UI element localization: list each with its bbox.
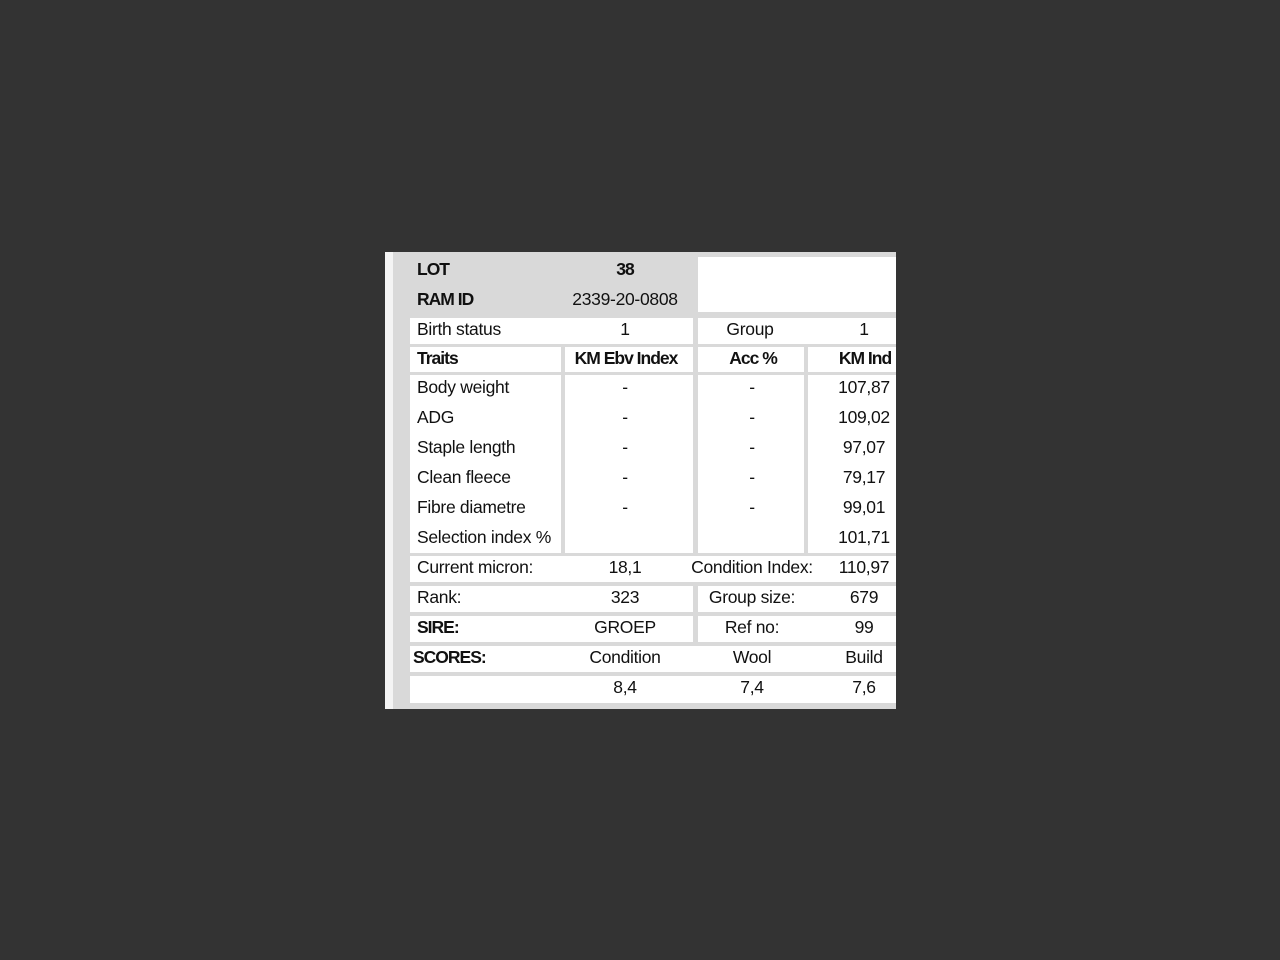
group-value: 1: [859, 319, 869, 339]
trait-ind: 101,71: [838, 527, 890, 547]
score-header-condition: Condition: [589, 647, 661, 667]
trait-name: Staple length: [417, 437, 516, 457]
traits-header: Traits: [417, 348, 458, 368]
score-wool: 7,4: [740, 677, 764, 697]
trait-ebv: -: [622, 437, 628, 457]
trait-ebv: -: [622, 497, 628, 517]
ebv-column: [565, 375, 693, 553]
ram-lot-card: [385, 252, 896, 709]
current-micron-label: Current micron:: [417, 557, 534, 577]
trait-name: Fibre diametre: [417, 497, 526, 517]
trait-acc: -: [749, 467, 755, 487]
condition-index-label: Condition Index:: [691, 557, 813, 577]
group-label: Group: [726, 319, 774, 339]
card-left-border: [393, 252, 405, 709]
ind-header: KM Ind: [838, 348, 892, 368]
card-left-edge: [385, 252, 393, 709]
trait-ind: 107,87: [838, 377, 890, 397]
group-size-value: 679: [849, 587, 879, 607]
scores-values-row: [410, 676, 896, 703]
trait-acc: -: [749, 407, 755, 427]
ref-no-label: Ref no:: [724, 617, 780, 637]
trait-ind: 99,01: [842, 497, 886, 517]
scores-label: SCORES:: [413, 647, 486, 667]
ram-id-label: RAM ID: [417, 289, 474, 309]
ram-id-value: 2339-20-0808: [572, 289, 678, 309]
trait-name: ADG: [417, 407, 455, 427]
rank-label: Rank:: [417, 587, 462, 607]
score-build: 7,6: [852, 677, 876, 697]
condition-index-value: 110,97: [838, 557, 890, 577]
trait-name: Body weight: [417, 377, 510, 397]
sire-value: GROEP: [594, 617, 656, 637]
score-header-wool: Wool: [732, 647, 772, 667]
score-condition: 8,4: [613, 677, 637, 697]
trait-ind: 97,07: [842, 437, 886, 457]
rank-value: 323: [610, 587, 640, 607]
lot-label: LOT: [417, 259, 449, 279]
trait-ind: 79,17: [842, 467, 886, 487]
group-size-label: Group size:: [708, 587, 796, 607]
score-header-build: Build: [845, 647, 883, 667]
trait-ebv: -: [622, 407, 628, 427]
trait-name: Selection index %: [417, 527, 552, 547]
trait-name: Clean fleece: [417, 467, 511, 487]
ref-no-value: 99: [854, 617, 874, 637]
birth-status-value: 1: [620, 319, 630, 339]
trait-ebv: -: [622, 467, 628, 487]
trait-acc: -: [749, 437, 755, 457]
acc-header: Acc %: [729, 348, 777, 368]
blank-header-box: [698, 257, 896, 312]
ebv-header: KM Ebv Index: [574, 348, 678, 368]
lot-value: 38: [616, 259, 634, 279]
trait-ebv: -: [622, 377, 628, 397]
current-micron-value: 18,1: [608, 557, 642, 577]
trait-acc: -: [749, 497, 755, 517]
trait-ind: 109,02: [838, 407, 890, 427]
sire-label: SIRE:: [417, 617, 459, 637]
birth-status-label: Birth status: [417, 319, 501, 339]
trait-acc: -: [749, 377, 755, 397]
